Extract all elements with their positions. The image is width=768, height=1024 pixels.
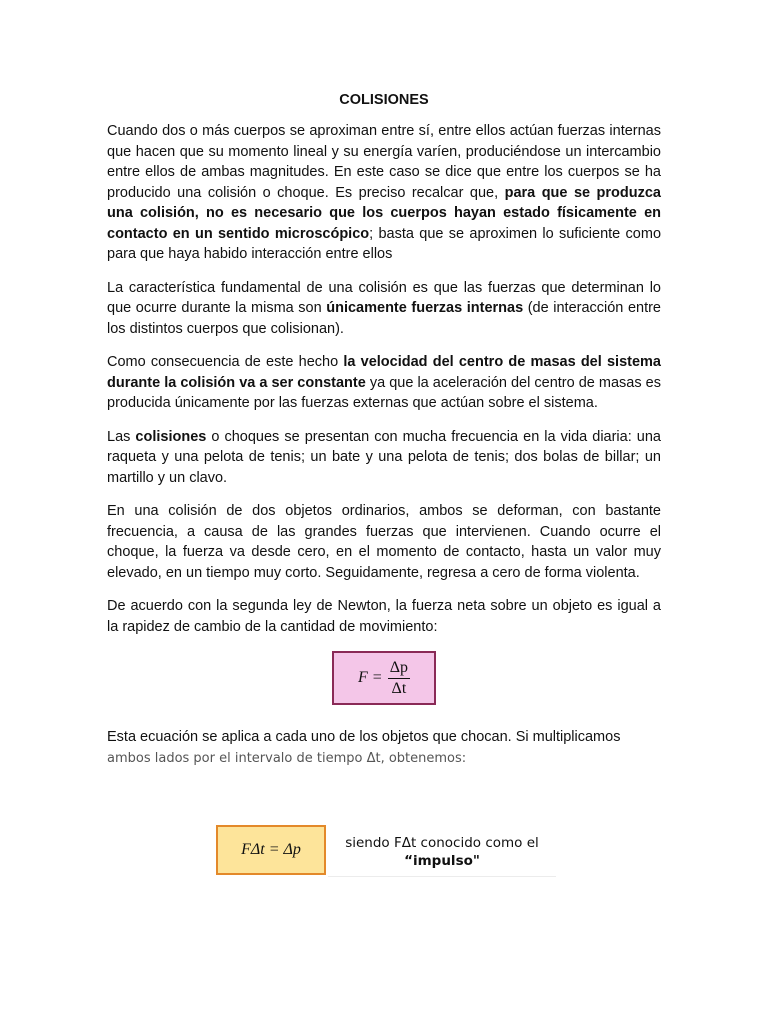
impulse-formula-box: FΔt = Δp bbox=[216, 825, 326, 875]
impulse-row bbox=[216, 825, 556, 877]
paragraph-2 bbox=[107, 278, 661, 340]
formula-1-numerator: Δp bbox=[388, 659, 410, 679]
paragraph-4-text-b: o choques se presentan con mucha frecuencia en la vida diaria: una raqueta y una pelota de tenis; un bate y una pelota de tenis; dos bolas de billar; un martillo y un clavo. bbox=[107, 428, 661, 486]
formula-1-lhs: F bbox=[357, 669, 368, 686]
paragraph-1-text-a: Cuando dos o más cuerpos se aproximan entre sí, entre ellos actúan fuerzas internas que hacen que su momento lineal y su energía varíen, produciéndose un intercambio entre ellos de ambas magnitudes. En este caso se dice que entre los cuerpos se ha producido una colisión o choque. Es preciso recalcar que, bbox=[107, 123, 661, 201]
paragraph-7-text-a: Esta ecuación se aplica a cada uno de los objetos que chocan. Si multiplicamos bbox=[107, 729, 621, 745]
force-formula-box bbox=[332, 651, 436, 705]
document-page bbox=[107, 90, 661, 769]
paragraph-7 bbox=[107, 727, 661, 769]
paragraph-3-text-b: ya que la aceleración del centro de masas es producida únicamente por las fuerzas externas que actúan sobre el sistema. bbox=[107, 374, 661, 411]
paragraph-4-text-a: Las bbox=[107, 428, 136, 445]
paragraph-6: De acuerdo con la segunda ley de Newton, la fuerza neta sobre un objeto es igual a la rapidez de cambio de la cantidad de movimiento: bbox=[107, 598, 661, 635]
formula-1-fraction bbox=[388, 659, 410, 698]
paragraph-1-bold: para que se produzca una colisión, no es necesario que los cuerpos hayan estado físicamente en contacto en un sentido microscópico bbox=[107, 184, 661, 242]
paragraph-7-text-b: ambos lados por el intervalo de tiempo Δt, obtenemos: bbox=[107, 750, 467, 766]
paragraph-5: En una colisión de dos objetos ordinarios, ambos se deforman, con bastante frecuencia, a causa de las grandes fuerzas que intervienen. Cuando ocurre el choque, la fuerza va desde cero, en el momento de contacto, hasta un valor muy elevado, en un tiempo muy corto. Seguidamente, regresa a cero de forma violenta. bbox=[107, 503, 661, 581]
paragraph-4-bold: colisiones bbox=[135, 428, 207, 445]
paragraph-1 bbox=[107, 121, 661, 265]
paragraph-4 bbox=[107, 427, 661, 489]
impulse-caption-line-2: “impulso" bbox=[404, 853, 480, 869]
document-title: COLISIONES bbox=[339, 92, 429, 108]
paragraph-1-text-b: ; basta que se aproximen lo suficiente como para que haya habido interacción entre ellos bbox=[107, 225, 662, 262]
paragraph-2-text-a: La característica fundamental de una colisión es que las fuerzas que determinan lo que ocurre durante la misma son bbox=[107, 279, 661, 316]
paragraph-3 bbox=[107, 352, 661, 414]
formula-1-wrapper bbox=[107, 651, 661, 705]
paragraph-3-text-a: Como consecuencia de este hecho bbox=[107, 354, 344, 370]
formula-1-equals: = bbox=[372, 669, 382, 686]
paragraph-3-bold: la velocidad del centro de masas del sistema durante la colisión va a ser constante bbox=[107, 354, 661, 391]
impulse-caption-line-1: siendo FΔt conocido como el bbox=[345, 835, 539, 851]
impulse-caption bbox=[328, 825, 556, 877]
paragraph-2-text-b: (de interacción entre los distintos cuerpos que colisionan). bbox=[107, 300, 661, 337]
formula-1-denominator: Δt bbox=[391, 679, 407, 697]
paragraph-2-bold: únicamente fuerzas internas bbox=[326, 300, 524, 316]
